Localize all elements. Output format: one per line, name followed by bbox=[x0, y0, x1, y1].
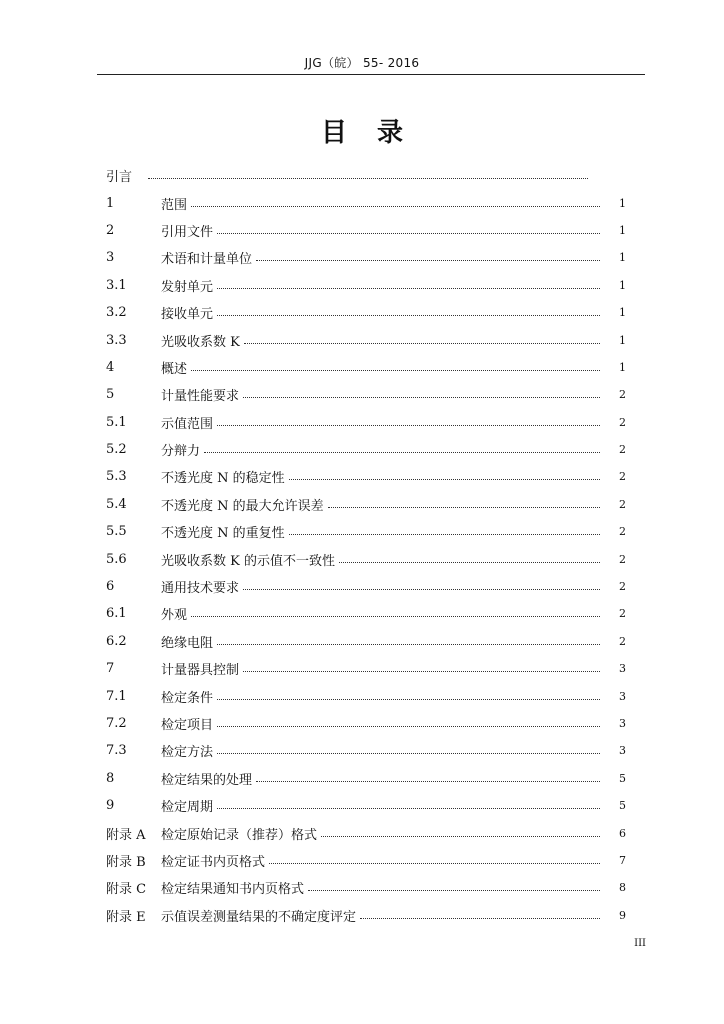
dot-leader bbox=[217, 233, 600, 234]
toc-entry-number: 7.2 bbox=[106, 716, 127, 731]
toc-entry-title: 光吸收系数 K 的示值不一致性 bbox=[161, 553, 335, 569]
toc-entry-page: 5 bbox=[619, 771, 626, 785]
toc-entry-page: 2 bbox=[619, 415, 626, 429]
toc-entry-number: 3.2 bbox=[106, 305, 127, 321]
dot-leader bbox=[256, 260, 600, 261]
dot-leader bbox=[244, 343, 600, 344]
dot-leader bbox=[243, 671, 600, 672]
toc-entry-title: 计量性能要求 bbox=[161, 389, 240, 405]
toc-entry-number: 7 bbox=[106, 661, 115, 677]
toc-entry[interactable] bbox=[106, 737, 626, 764]
toc-entry-title: 检定证书内页格式 bbox=[161, 854, 266, 870]
toc-entry-page: 1 bbox=[619, 333, 626, 347]
toc-entry[interactable] bbox=[106, 491, 626, 518]
dot-leader bbox=[191, 616, 600, 617]
toc-entry-page: 1 bbox=[619, 223, 626, 237]
dot-leader bbox=[360, 918, 600, 919]
toc-entry[interactable] bbox=[106, 189, 626, 216]
page-title: 目录 bbox=[320, 118, 433, 148]
toc-entry-page: 1 bbox=[619, 306, 626, 320]
toc-entry-number: 8 bbox=[106, 770, 115, 786]
toc-entry-number: 5.4 bbox=[106, 496, 127, 512]
toc-entry-number: 5 bbox=[106, 387, 115, 403]
toc-entry-page: 3 bbox=[619, 744, 626, 758]
dot-leader bbox=[217, 808, 600, 809]
toc-entry-title: 绝缘电阻 bbox=[161, 635, 214, 651]
toc-entry-number: 5.5 bbox=[106, 524, 127, 540]
toc-entry-number: 6.2 bbox=[106, 633, 127, 649]
toc-entry-title: 计量器具控制 bbox=[161, 663, 240, 679]
toc-entry[interactable] bbox=[106, 682, 626, 709]
toc-entry-page: 2 bbox=[619, 634, 626, 648]
toc-entry-number: 5.2 bbox=[106, 442, 127, 458]
toc-entry-number: 1 bbox=[106, 195, 115, 211]
toc-entry-page: 8 bbox=[619, 881, 626, 895]
dot-leader bbox=[217, 726, 600, 727]
toc-entry[interactable] bbox=[106, 409, 626, 436]
toc-entry-title: 外观 bbox=[161, 608, 188, 624]
toc-entry-page: 2 bbox=[619, 443, 626, 457]
toc-entry-number: 5.1 bbox=[106, 414, 127, 430]
toc-entry-number: 5.3 bbox=[106, 469, 127, 485]
toc-entry[interactable] bbox=[106, 628, 626, 655]
toc-entry[interactable] bbox=[106, 573, 626, 600]
toc-entry-title: 检定结果通知书内页格式 bbox=[161, 882, 305, 898]
toc-entry[interactable] bbox=[106, 655, 626, 682]
toc-entry-page: 2 bbox=[619, 525, 626, 539]
dot-leader bbox=[308, 890, 600, 891]
dot-leader bbox=[321, 836, 600, 837]
toc-entry-number: 6 bbox=[106, 579, 115, 595]
toc-entry-number: 9 bbox=[106, 798, 115, 814]
toc-entry[interactable] bbox=[106, 463, 626, 490]
toc-entry[interactable] bbox=[106, 765, 626, 792]
header-divider bbox=[97, 74, 645, 75]
dot-leader bbox=[204, 452, 600, 453]
toc-entry[interactable] bbox=[106, 244, 626, 271]
toc-entry-title: 分辩力 bbox=[161, 444, 201, 460]
toc-entry-title: 接收单元 bbox=[161, 307, 214, 323]
toc-entry-number: 附录 C bbox=[106, 882, 147, 898]
toc-entry[interactable] bbox=[106, 710, 626, 737]
toc-entry-page: 7 bbox=[619, 853, 626, 867]
dot-leader bbox=[243, 397, 600, 398]
dot-leader bbox=[256, 781, 600, 782]
dot-leader bbox=[148, 178, 588, 179]
toc-entry-title: 光吸收系数 K bbox=[161, 334, 240, 350]
dot-leader bbox=[217, 753, 600, 754]
toc-entry-title: 发射单元 bbox=[161, 279, 214, 295]
toc-entry[interactable] bbox=[106, 600, 626, 627]
toc-entry-page: 2 bbox=[619, 497, 626, 511]
toc-entry-page: 2 bbox=[619, 470, 626, 484]
toc-entry-title: 引用文件 bbox=[161, 224, 214, 240]
toc-entry-page: 2 bbox=[619, 580, 626, 594]
toc-entry-page: 2 bbox=[619, 607, 626, 621]
toc-entry[interactable] bbox=[106, 847, 626, 874]
toc-entry-number: 附录 A bbox=[106, 827, 146, 843]
toc-entry[interactable] bbox=[106, 874, 626, 901]
dot-leader bbox=[217, 644, 600, 645]
toc-entry-page: 2 bbox=[619, 552, 626, 566]
toc-entry-title: 术语和计量单位 bbox=[161, 252, 253, 268]
toc-entry-title: 不透光度 N 的重复性 bbox=[161, 526, 285, 542]
toc-entry-number: 6.1 bbox=[106, 606, 127, 622]
page-header: JJG（皖） 55- 2016 bbox=[304, 56, 420, 70]
toc-entry-title: 范围 bbox=[161, 197, 188, 213]
dot-leader bbox=[217, 425, 600, 426]
dot-leader bbox=[217, 315, 600, 316]
toc-entry-number: 3 bbox=[106, 250, 115, 266]
table-of-contents bbox=[106, 162, 626, 929]
toc-entry-title: 示值误差测量结果的不确定度评定 bbox=[161, 909, 357, 925]
toc-entry-title: 概述 bbox=[161, 361, 188, 377]
toc-entry-number: 附录 B bbox=[106, 854, 146, 870]
toc-entry-number: 附录 E bbox=[106, 909, 146, 925]
toc-entry-number: 5.6 bbox=[106, 551, 127, 567]
toc-entry-number: 3.1 bbox=[106, 277, 127, 293]
toc-entry[interactable] bbox=[106, 217, 626, 244]
toc-entry[interactable] bbox=[106, 299, 626, 326]
dot-leader bbox=[328, 507, 600, 508]
dot-leader bbox=[289, 479, 600, 480]
toc-entry[interactable] bbox=[106, 792, 626, 819]
toc-entry-page: 1 bbox=[619, 196, 626, 210]
toc-entry-number: 2 bbox=[106, 222, 115, 238]
toc-entry[interactable] bbox=[106, 326, 626, 353]
toc-entry-number: 3.3 bbox=[106, 332, 127, 348]
dot-leader bbox=[217, 288, 600, 289]
dot-leader bbox=[339, 562, 600, 563]
dot-leader bbox=[191, 206, 600, 207]
toc-entry[interactable] bbox=[106, 354, 626, 381]
toc-entry-page: 5 bbox=[619, 799, 626, 813]
toc-entry-page: 3 bbox=[619, 689, 626, 703]
toc-entry[interactable] bbox=[106, 436, 626, 463]
toc-entry-number: 7.1 bbox=[106, 688, 127, 704]
toc-entry-page: 2 bbox=[619, 388, 626, 402]
dot-leader bbox=[243, 589, 600, 590]
dot-leader bbox=[289, 534, 600, 535]
toc-entry-number: 7.3 bbox=[106, 743, 127, 759]
toc-entry-page: 3 bbox=[619, 717, 626, 730]
toc-entry-title: 不透光度 N 的最大允许误差 bbox=[161, 498, 324, 514]
toc-entry-title: 通用技术要求 bbox=[161, 581, 240, 597]
toc-entry[interactable] bbox=[106, 381, 626, 408]
toc-entry-title: 不透光度 N 的稳定性 bbox=[161, 471, 285, 487]
dot-leader bbox=[191, 370, 600, 371]
toc-entry-page: 6 bbox=[619, 826, 626, 840]
toc-entry[interactable] bbox=[106, 819, 626, 846]
toc-entry-title: 检定周期 bbox=[161, 800, 214, 816]
toc-entry-title: 检定项目 bbox=[161, 718, 214, 733]
toc-entry[interactable] bbox=[106, 545, 626, 572]
toc-entry-title: 检定方法 bbox=[161, 745, 214, 761]
toc-entry[interactable] bbox=[106, 272, 626, 299]
toc-entry-page: 9 bbox=[619, 908, 626, 922]
dot-leader bbox=[269, 863, 600, 864]
toc-entry-number: 4 bbox=[106, 359, 115, 375]
toc-entry[interactable] bbox=[106, 518, 626, 545]
toc-entry-page: 1 bbox=[619, 360, 626, 374]
toc-entry[interactable] bbox=[106, 162, 626, 189]
toc-entry-page: 1 bbox=[619, 251, 626, 265]
toc-entry-title: 检定结果的处理 bbox=[161, 772, 253, 788]
toc-entry-number: 引言 bbox=[106, 170, 133, 186]
toc-entry[interactable] bbox=[106, 902, 626, 929]
dot-leader bbox=[217, 699, 600, 700]
toc-entry-title: 检定条件 bbox=[161, 690, 214, 706]
page-number: III bbox=[634, 938, 646, 949]
toc-entry-page: 3 bbox=[619, 662, 626, 676]
toc-entry-page: 1 bbox=[619, 278, 626, 292]
toc-entry-title: 示值范围 bbox=[161, 416, 214, 432]
toc-entry-title: 检定原始记录（推荐）格式 bbox=[161, 827, 318, 843]
